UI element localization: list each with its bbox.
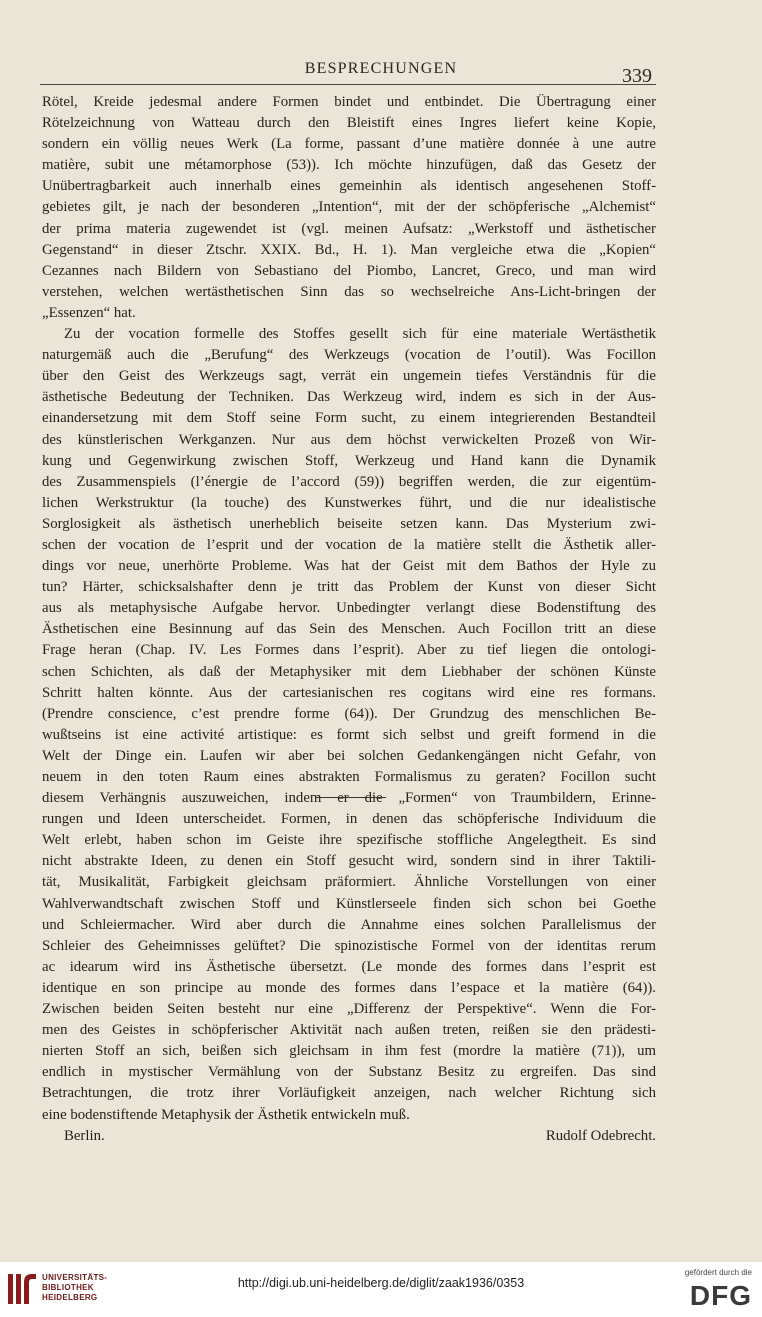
text-line: Betrachtungen, die trotz ihrer Vorläufigkeit anzeigen, nach welcher Richtung sich: [42, 1085, 656, 1102]
text-line: rungen und Ideen unterscheidet. Formen, in denen das schöpferische Individuum die: [42, 811, 656, 828]
signature-row: [42, 1126, 656, 1147]
text-line: neuem in den toten Raum eines abstrakten Formalismus zu geraten? Focillon sucht: [42, 769, 656, 785]
text-line: dings vor neue, unerhörte Probleme. Was hat der Geist mit dem Bathos der Hyle zu: [42, 558, 656, 575]
text-line: Schritt halten könnte. Aus der cartesianischen res cogitans wird eine res formans.: [42, 684, 656, 701]
text-line: lichen Werkstruktur (la touche) des Kunstwerkes führt, und die nur idealistische: [42, 494, 656, 511]
text-line: verstehen, welchen wertästhetischen Sinn das so wechselreiche Ans-Licht-bringen der: [42, 283, 656, 300]
text-line: Rötelzeichnung von Watteau durch den Bleistift eines Ingres liefert keine Kopie,: [42, 115, 656, 132]
text-line: Unübertragbarkeit auch innerhalb eines gemeinhin als identisch angesehenen Stoff-: [42, 178, 656, 195]
text-line: identique en son principe au monde des formes dans l’espace et la matière (64)).: [42, 979, 656, 996]
text-line: Welt erlebt, haben schon im Geiste ihre spezifische stoffliche Angelegtheit. Es sind: [42, 832, 656, 849]
footer-bar: [0, 1262, 762, 1317]
permalink-url[interactable]: http://digi.ub.uni-heidelberg.de/diglit/zaak1936/0353: [237, 1276, 525, 1290]
text-line: nicht abstrakte Ideen, zu denen ein Stoff gesucht wird, sondern sind in ihrer Taktili-: [42, 853, 656, 870]
text-line: Frage heran (Chap. IV. Les Formes dans l’esprit). Aber zu tief liegen die ontologi-: [42, 642, 656, 659]
running-head: BESPRECHUNGEN: [304, 60, 458, 77]
text-line: nierten Stoff an sich, beißen sich gleichsam in ihm fest (mordre la matière (71)), um: [42, 1043, 656, 1060]
text-line: Welt der Dinge ein. Laufen wir aber bei solchen Gedankengängen nicht Gefahr, von: [42, 747, 656, 764]
text-line: einandersetzung mit dem Stoff seine Form sucht, zu einem integrierenden Bestandteil: [42, 410, 656, 427]
text-line: des Zusammenspiels (l’énergie de l’accord (59)) begriffen werden, die zur eigentüm-: [42, 473, 656, 490]
page-number: 339: [622, 65, 652, 87]
text-line: Gegenstand“ in dieser Ztschr. XXIX. Bd., H. 1). Man vergleiche etwa die „Kopien“: [42, 241, 656, 258]
library-line-2: BIBLIOTHEK: [42, 1283, 94, 1292]
library-line-1: UNIVERSITÄTS-: [42, 1273, 108, 1282]
text-line: ästhetische Bedeutung der Techniken. Das Werkzeug wird, indem es sich in der Aus-: [42, 389, 656, 406]
text-line: schen Schichten, als daß der Metaphysiker mit dem Liebhaber der schönen Künste: [42, 663, 656, 680]
text-line: Ästhetischen eine Besinnung auf das Sein des Menschen. Auch Focillon tritt an diese: [42, 621, 656, 638]
text-line: und Schleiermacher. Wird aber durch die Annahme eines solchen Parallelismus der: [42, 916, 656, 933]
text-line: naturgemäß auch die „Berufung“ des Werkzeugs (vocation de l’outil). Was Focillon: [42, 347, 656, 364]
text-line: Zu der vocation formelle des Stoffes gesellt sich für eine materiale Wertästhetik: [64, 326, 656, 343]
text-line: matière, subit une métamorphose (53)). Ich möchte hinzufügen, daß das Gesetz der: [42, 157, 656, 174]
text-line: endlich in mystischer Vermählung von der Substanz Besitz zu ergreifen. Das sind: [42, 1064, 656, 1081]
text-line: Sorglosigkeit als ästhetisch unerheblich beiseite setzen kann. Das Mysterium zwi-: [42, 515, 656, 532]
text-line: tät, Musikalität, Farbigkeit gleichsam präformiert. Ähnliche Vorstellungen von einer: [42, 874, 656, 891]
text-line: ac idearum wird ins Ästhetische übersetzt. (Le monde des formes dans l’esprit est: [42, 958, 656, 975]
text-line: Wahlverwandtschaft zwischen Stoff und Künstlerseele finden sich schon bei Goethe: [42, 895, 656, 912]
text-line: des künstlerischen Werkganzen. Nur aus dem höchst verwickelten Prozeß von Wir-: [42, 431, 656, 448]
library-line-3: HEIDELBERG: [42, 1293, 98, 1302]
text-line: schen der vocation de l’esprit und der vocation de la matière stellt die Ästhetik aller-: [42, 536, 656, 553]
text-line: diesem Verhängnis auszuweichen, indem er die „Formen“ von Traumbildern, Erinne-: [42, 790, 656, 807]
funded-by-label: gefördert durch die: [684, 1268, 752, 1277]
signature-author: Rudolf Odebrecht.: [545, 1127, 656, 1144]
header-rule: [40, 84, 656, 85]
text-line: eine bodenstiftende Metaphysik der Ästhetik entwickeln muß.: [42, 1106, 410, 1123]
text-line: wußtseins ist eine activité artistique: es formt sich selbst und greift formend in die: [42, 726, 656, 743]
text-line: der prima materia zugewendet ist (vgl. meinen Aufsatz: „Werkstoff und ästhetischer: [42, 220, 656, 237]
text-line: tun? Härter, schicksalshafter denn je tritt das Problem der Kunst von dieser Sicht: [42, 579, 656, 596]
dfg-logo[interactable]: DFG: [689, 1280, 752, 1311]
text-line: (Prendre conscience, c’est prendre forme (64)). Der Grundzug des menschlichen Be-: [42, 705, 656, 722]
text-line: über den Geist des Werkzeugs sagt, verrät ein ungemein tiefes Verständnis für die: [42, 368, 656, 385]
text-line: sondern ein völlig neues Werk (La forme, passant d’une matière donnée à une autre: [42, 136, 656, 153]
text-line: Cezannes nach Bildern von Sebastiano del Piombo, Lancret, Greco, und man wird: [42, 262, 656, 279]
text-line: Zwischen beiden Seiten besteht nur eine „Differenz der Perspektive“. Wenn die For-: [42, 1001, 656, 1018]
text-line: Rötel, Kreide jedesmal andere Formen bindet und entbindet. Die Übertragung einer: [42, 94, 656, 110]
text-column: [42, 92, 656, 1147]
text-line: men des Geistes in schöpferischer Aktivität nach außen treten, reißen sie den prädesti-: [42, 1022, 656, 1039]
text-line: Schleier des Geheimnisses gelüftet? Die spinozistische Formel von der identitas rerum: [42, 937, 656, 954]
text-line: gebietes gilt, je nach der besonderen „Intention“, mit der der schöpferische „Alchemist“: [42, 199, 656, 216]
text-line: kung und Gegenwirkung zwischen Stoff, Werkzeug und Hand kann die Dynamik: [42, 452, 656, 469]
text-line: aus als metaphysische Aufgabe hervor. Unbedingter verlangt diese Bodenstiftung des: [42, 600, 656, 617]
signature-place: Berlin.: [64, 1127, 105, 1144]
text-line: „Essenzen“ hat.: [42, 304, 136, 321]
end-rule: [316, 797, 386, 798]
